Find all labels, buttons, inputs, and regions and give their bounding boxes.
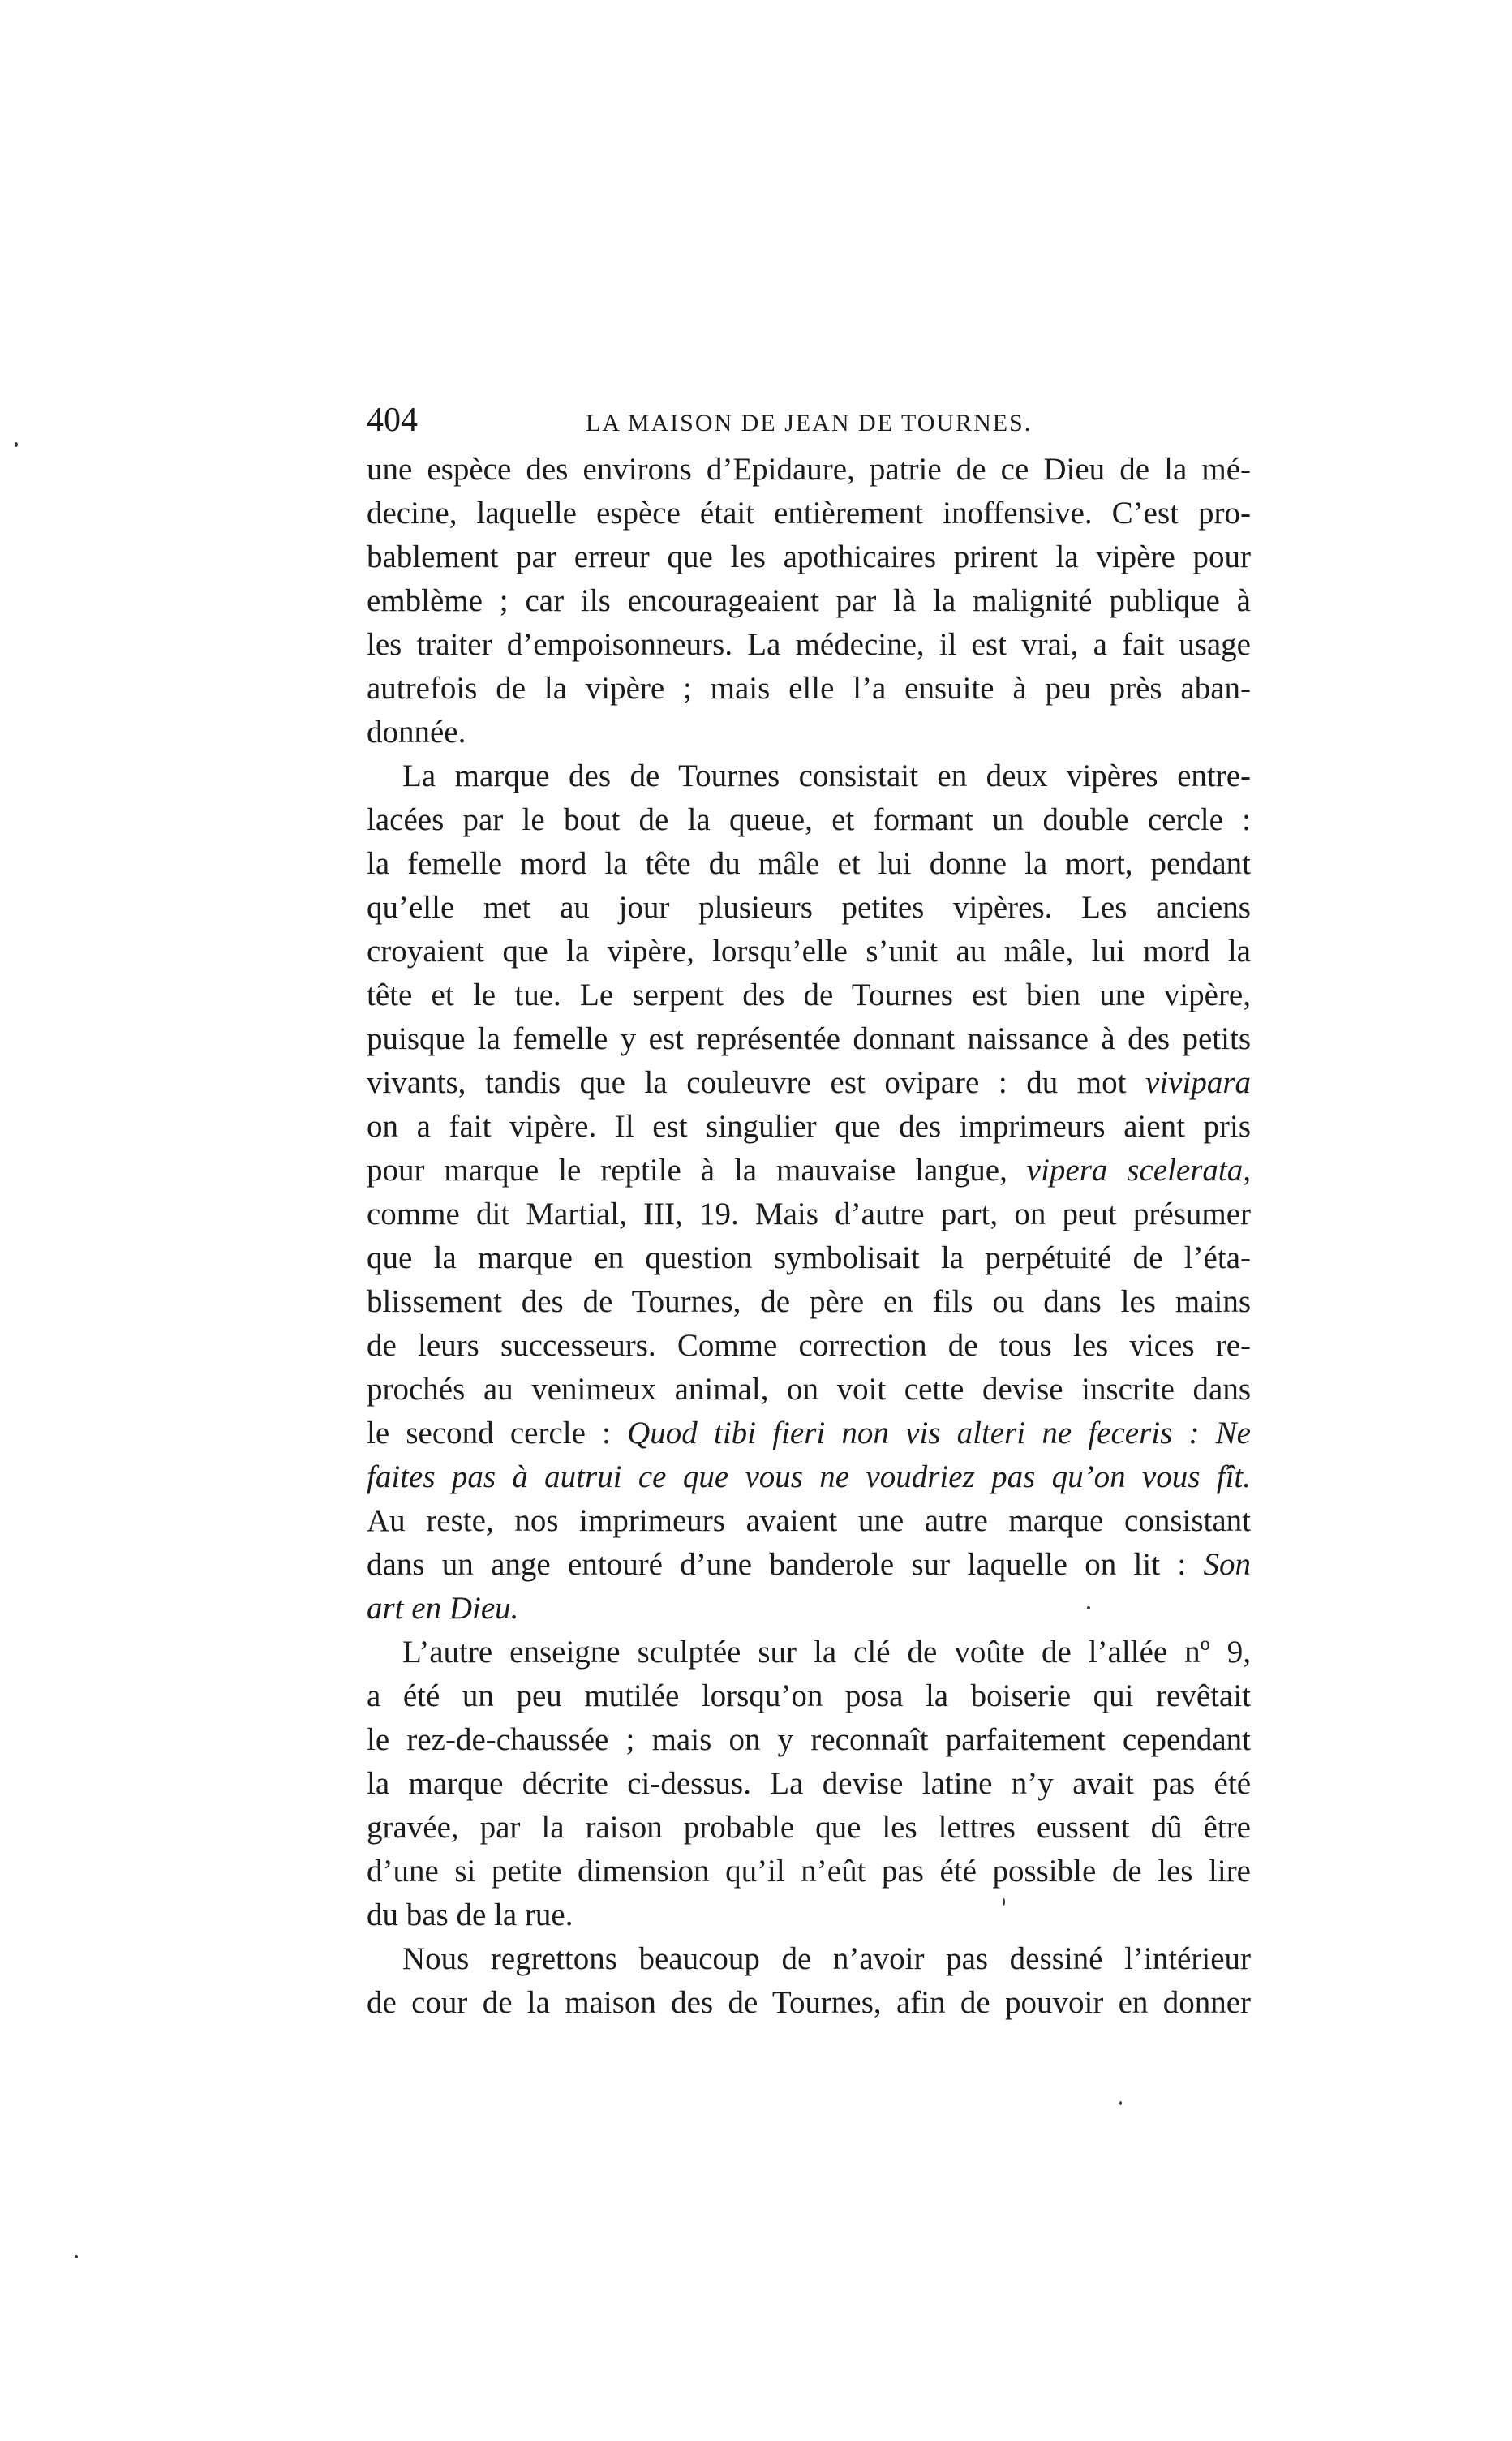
text-line: decine, laquelle espèce était entièrement inoffensive. C’est pro-: [367, 496, 1251, 531]
text-line: pour marque le reptile à la mauvaise langue, vipera scelerata,: [367, 1153, 1251, 1188]
text-line: blissement des de Tournes, de père en fils ou dans les mains: [367, 1284, 1251, 1319]
italic-text: art en Dieu.: [367, 1591, 519, 1626]
text-line: la marque décrite ci-dessus. La devise latine n’y avait pas été: [367, 1766, 1251, 1801]
scan-speck: [15, 442, 18, 447]
text-line: puisque la femelle y est représentée donnant naissance à des petits: [367, 1021, 1251, 1056]
page-header: [367, 396, 1291, 445]
text-line: comme dit Martial, III, 19. Mais d’autre part, on peut présumer: [367, 1197, 1251, 1231]
italic-text: Son: [1203, 1547, 1251, 1582]
text-line: on a fait vipère. Il est singulier que des imprimeurs aient pris: [367, 1109, 1251, 1144]
text-line: d’une si petite dimension qu’il n’eût pas été possible de les lire: [367, 1854, 1251, 1889]
running-title: LA MAISON DE JEAN DE TOURNES.: [586, 410, 1033, 436]
italic-text: Quod tibi fieri non vis alteri ne feceris : Ne: [627, 1416, 1251, 1450]
text-line: une espèce des environs d’Epidaure, patrie de ce Dieu de la mé-: [367, 452, 1251, 487]
italic-text: vivipara: [1145, 1065, 1251, 1100]
scan-speck: [1087, 1606, 1090, 1609]
italic-text: faites pas à autrui ce que vous ne voudriez pas qu’on vous fît.: [367, 1459, 1251, 1494]
text-line: Au reste, nos imprimeurs avaient une autre marque consistant: [367, 1503, 1251, 1538]
text-line: bablement par erreur que les apothicaires prirent la vipère pour: [367, 539, 1251, 574]
text-line: qu’elle met au jour plusieurs petites vipères. Les anciens: [367, 890, 1251, 925]
text-line: autrefois de la vipère ; mais elle l’a ensuite à peu près aban-: [367, 671, 1251, 706]
text-line: les traiter d’empoisonneurs. La médecine, il est vrai, a fait usage: [367, 627, 1251, 662]
text-line: donnée.: [367, 715, 466, 750]
text-line: prochés au venimeux animal, on voit cette devise inscrite dans: [367, 1372, 1251, 1407]
scan-speck: [1003, 1898, 1005, 1906]
scan-speck: [1119, 2101, 1122, 2105]
text-line: tête et le tue. Le serpent des de Tournes est bien une vipère,: [367, 978, 1251, 1012]
text-line: croyaient que la vipère, lorsqu’elle s’unit au mâle, lui mord la: [367, 934, 1251, 969]
scan-speck: [75, 2255, 78, 2258]
text-line: gravée, par la raison probable que les lettres eussent dû être: [367, 1810, 1251, 1845]
text-line: [367, 1455, 1251, 1499]
text-line: le second cercle : Quod tibi fieri non vis alteri ne feceris : Ne: [367, 1416, 1251, 1450]
italic-text: vipera scelerata,: [1026, 1153, 1251, 1188]
text-line: [367, 1587, 1251, 1631]
text-line: du bas de la rue.: [367, 1897, 573, 1932]
text-line: emblème ; car ils encourageaient par là la malignité publique à: [367, 583, 1251, 618]
text-line: la femelle mord la tête du mâle et lui donne la mort, pendant: [367, 846, 1251, 881]
text-line: dans un ange entouré d’une banderole sur laquelle on lit : Son: [367, 1547, 1251, 1582]
text-line: La marque des de Tournes consistait en deux vipères entre-: [402, 759, 1251, 793]
text-line: de leurs successeurs. Comme correction de tous les vices re-: [367, 1328, 1251, 1363]
text-line: que la marque en question symbolisait la perpétuité de l’éta-: [367, 1240, 1251, 1275]
text-line: vivants, tandis que la couleuvre est ovipare : du mot vivipara: [367, 1065, 1251, 1100]
text-line: Nous regrettons beaucoup de n’avoir pas dessiné l’intérieur: [402, 1941, 1251, 1976]
text-line: L’autre enseigne sculptée sur la clé de voûte de l’allée nº 9,: [402, 1635, 1251, 1670]
body-text: [367, 448, 1251, 2025]
text-line: a été un peu mutilée lorsqu’on posa la boiserie qui revêtait: [367, 1678, 1251, 1713]
page-number: 404: [367, 402, 418, 439]
text-line: le rez-de-chaussée ; mais on y reconnaît parfaitement cependant: [367, 1722, 1251, 1757]
text-line: de cour de la maison des de Tournes, afin de pouvoir en donner: [367, 1985, 1251, 2020]
text-line: lacées par le bout de la queue, et formant un double cercle :: [367, 802, 1251, 837]
